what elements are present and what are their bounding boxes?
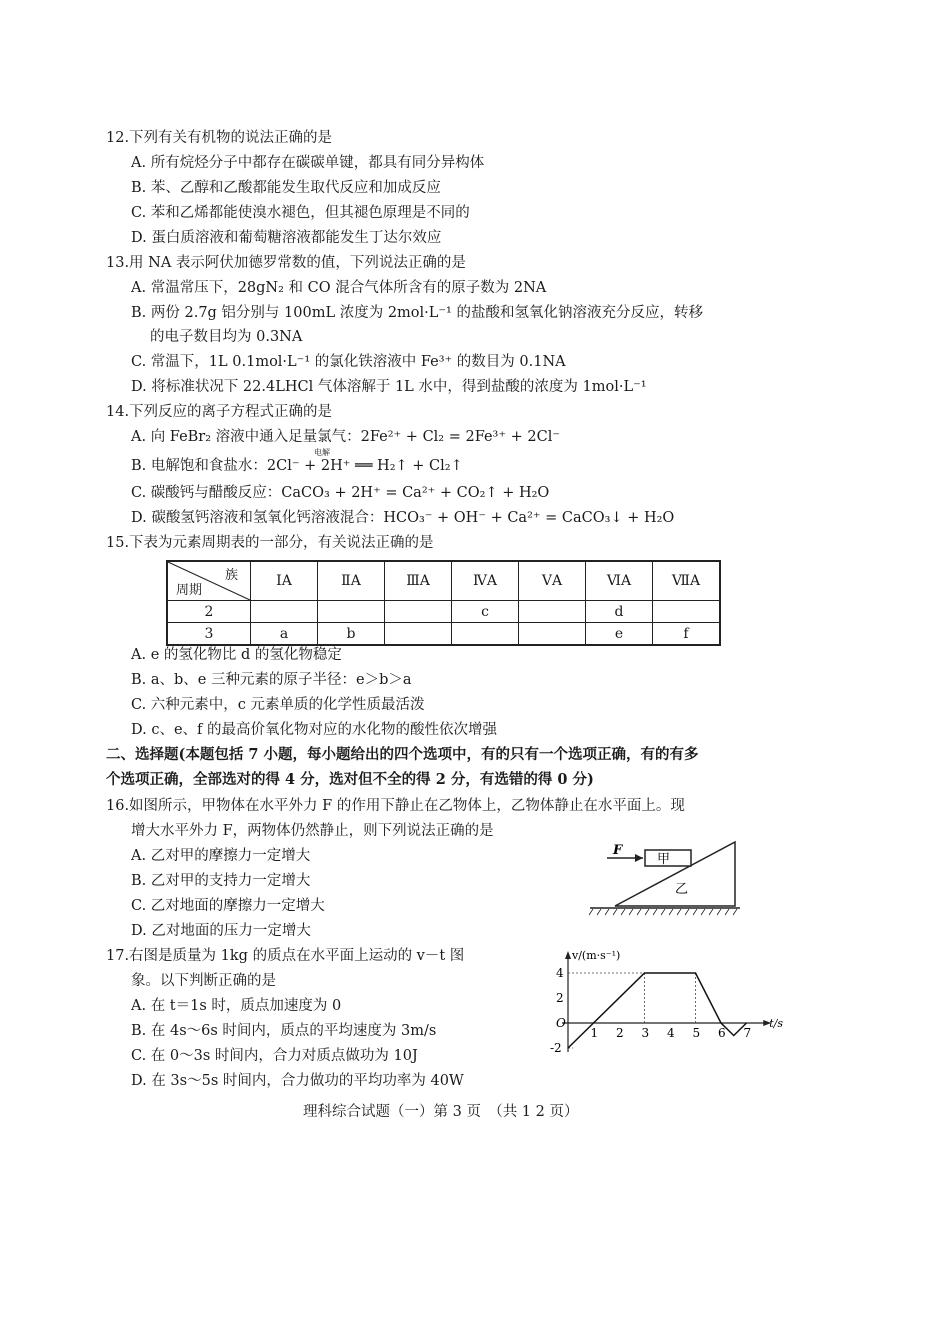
wedge-label: 乙	[675, 882, 689, 897]
q16-option-c: C. 乙对地面的摩擦力一定增大	[131, 898, 325, 914]
section2-heading: 二、选择题(本题包括 7 小题，每小题给出的四个选项中，有的只有一个选项正确，有的有多	[106, 746, 699, 763]
q12-option-b: B. 苯、乙醇和乙酸都能发生取代反应和加成反应	[131, 180, 441, 196]
table-header: ⅠA	[251, 561, 318, 601]
table-corner	[167, 561, 251, 601]
table-cell: f	[653, 623, 721, 646]
table-cell	[251, 601, 318, 623]
q13-stem: 13.用 NA 表示阿伏加德罗常数的值，下列说法正确的是	[106, 255, 466, 271]
q12-option-a: A. 所有烷烃分子中都存在碳碳单键，都具有同分异构体	[131, 155, 485, 171]
table-header: ⅢA	[385, 561, 452, 601]
vt-chart	[520, 945, 784, 1065]
table-cell	[519, 601, 586, 623]
chart-ylabel: v/(m·s⁻¹)	[572, 949, 621, 962]
table-header: ⅦA	[653, 561, 721, 601]
q14-stem: 14.下列反应的离子方程式正确的是	[106, 404, 333, 420]
q17-option-b: B. 在 4s～6s 时间内，质点的平均速度为 3m/s	[131, 1023, 437, 1039]
table-cell: 2	[167, 601, 251, 623]
q14-option-c: C. 碳酸钙与醋酸反应：CaCO₃ + 2H⁺ = Ca²⁺ + CO₂↑ + H₂O	[131, 485, 550, 501]
y-tick-label: 2	[556, 991, 564, 1005]
y-axis-arrow-icon	[565, 951, 571, 959]
chart-tick-labels	[550, 966, 751, 1055]
q17-option-a: A. 在 t＝1s 时，质点加速度为 0	[131, 998, 342, 1014]
table-cell	[519, 623, 586, 646]
x-tick-label: 4	[667, 1026, 675, 1040]
chart-guides	[568, 973, 696, 1048]
q14-option-b: B. 电解饱和食盐水：2Cl⁻ + 2H⁺ ══ H₂↑ + Cl₂↑	[131, 458, 463, 474]
y-tick-label: -2	[550, 1041, 562, 1055]
q12-option-d: D. 蛋白质溶液和葡萄糖溶液都能发生丁达尔效应	[131, 230, 442, 246]
section2-heading-cont: 个选项正确，全部选对的得 4 分，选对但不全的得 2 分，有选错的得 0 分)	[106, 771, 594, 788]
corner-group-label: 族	[224, 568, 238, 583]
periodic-table	[166, 560, 721, 646]
q16-figure	[585, 838, 745, 918]
q16-option-b: B. 乙对甲的支持力一定增大	[131, 873, 311, 889]
table-row	[167, 601, 720, 623]
q17-option-c: C. 在 0～3s 时间内，合力对质点做功为 10J	[131, 1048, 418, 1064]
table-header: ⅣA	[452, 561, 519, 601]
table-cell: b	[318, 623, 385, 646]
force-arrow-icon	[635, 854, 643, 862]
x-tick-label: 1	[590, 1026, 599, 1040]
table-cell	[385, 623, 452, 646]
block-label: 甲	[657, 852, 671, 867]
y-tick-label: 4	[556, 966, 564, 980]
q15-option-c: C. 六种元素中，c 元素单质的化学性质最活泼	[131, 697, 425, 713]
q17-stem-cont: 象。以下判断正确的是	[131, 973, 276, 989]
q13-option-b-cont: 的电子数目均为 0.3NA	[150, 329, 303, 345]
chart-xlabel: t/s	[769, 1017, 784, 1030]
q17-option-d: D. 在 3s～5s 时间内，合力做功的平均功率为 40W	[131, 1073, 464, 1089]
corner-period-label: 周期	[176, 583, 203, 598]
q15-option-b: B. a、b、e 三种元素的原子半径：e＞b＞a	[131, 672, 412, 688]
x-tick-label: 6	[718, 1026, 726, 1040]
q15-option-a: A. e 的氢化物比 d 的氢化物稳定	[131, 647, 342, 663]
page-footer: 理科综合试题（一）第 3 页 （共 1 2 页）	[303, 1104, 579, 1120]
q17-stem: 17.右图是质量为 1kg 的质点在水平面上运动的 v－t 图	[106, 948, 465, 964]
q14-option-a: A. 向 FeBr₂ 溶液中通入足量氯气：2Fe²⁺ + Cl₂ = 2Fe³⁺ + 2Cl⁻	[131, 429, 560, 445]
table-header: ⅡA	[318, 561, 385, 601]
q16-option-a: A. 乙对甲的摩擦力一定增大	[131, 848, 311, 864]
table-header: ⅤA	[519, 561, 586, 601]
table-cell: 3	[167, 623, 251, 646]
table-cell	[653, 601, 721, 623]
table-cell: d	[586, 601, 653, 623]
q16-stem-cont: 增大水平外力 F，两物体仍然静止，则下列说法正确的是	[131, 823, 494, 839]
table-header: ⅥA	[586, 561, 653, 601]
table-cell	[385, 601, 452, 623]
q15-option-d: D. c、e、f 的最高价氧化物对应的水化物的酸性依次增强	[131, 722, 498, 738]
x-tick-label: 5	[692, 1026, 701, 1040]
x-tick-label: 3	[641, 1026, 650, 1040]
q12-option-c: C. 苯和乙烯都能使溴水褪色，但其褪色原理是不同的	[131, 205, 470, 221]
q13-option-c: C. 常温下，1L 0.1mol·L⁻¹ 的氯化铁溶液中 Fe³⁺ 的数目为 0.1NA	[131, 354, 566, 370]
electrolysis-label: 电解	[314, 448, 330, 457]
q13-option-d: D. 将标准状况下 22.4LHCl 气体溶解于 1L 水中，得到盐酸的浓度为 1mol·L⁻¹	[131, 379, 647, 395]
q13-option-a: A. 常温常压下，28gN₂ 和 CO 混合气体所含有的原子数为 2NA	[131, 280, 547, 296]
table-cell: a	[251, 623, 318, 646]
table-cell	[318, 601, 385, 623]
q14-option-d: D. 碳酸氢钙溶液和氢氧化钙溶液混合：HCO₃⁻ + OH⁻ + Ca²⁺ = CaCO₃↓ + H₂O	[131, 510, 675, 526]
ground-hatching	[589, 909, 737, 915]
table-cell: c	[452, 601, 519, 623]
q13-option-b: B. 两份 2.7g 铝分别与 100mL 浓度为 2mol·L⁻¹ 的盐酸和氢氧化钠溶液充分反应，转移	[131, 305, 703, 321]
y-tick-label: O	[556, 1016, 566, 1030]
table-cell	[452, 623, 519, 646]
q16-option-d: D. 乙对地面的压力一定增大	[131, 923, 311, 939]
x-tick-label: 7	[743, 1026, 752, 1040]
q16-stem: 16.如图所示，甲物体在水平外力 F 的作用下静止在乙物体上，乙物体静止在水平面上。现	[106, 798, 685, 814]
x-tick-label: 2	[616, 1026, 624, 1040]
force-label: F	[613, 843, 623, 858]
table-cell: e	[586, 623, 653, 646]
q12-stem: 12.下列有关有机物的说法正确的是	[106, 130, 333, 146]
table-row	[167, 623, 720, 646]
q15-stem: 15.下表为元素周期表的一部分，有关说法正确的是	[106, 535, 434, 551]
